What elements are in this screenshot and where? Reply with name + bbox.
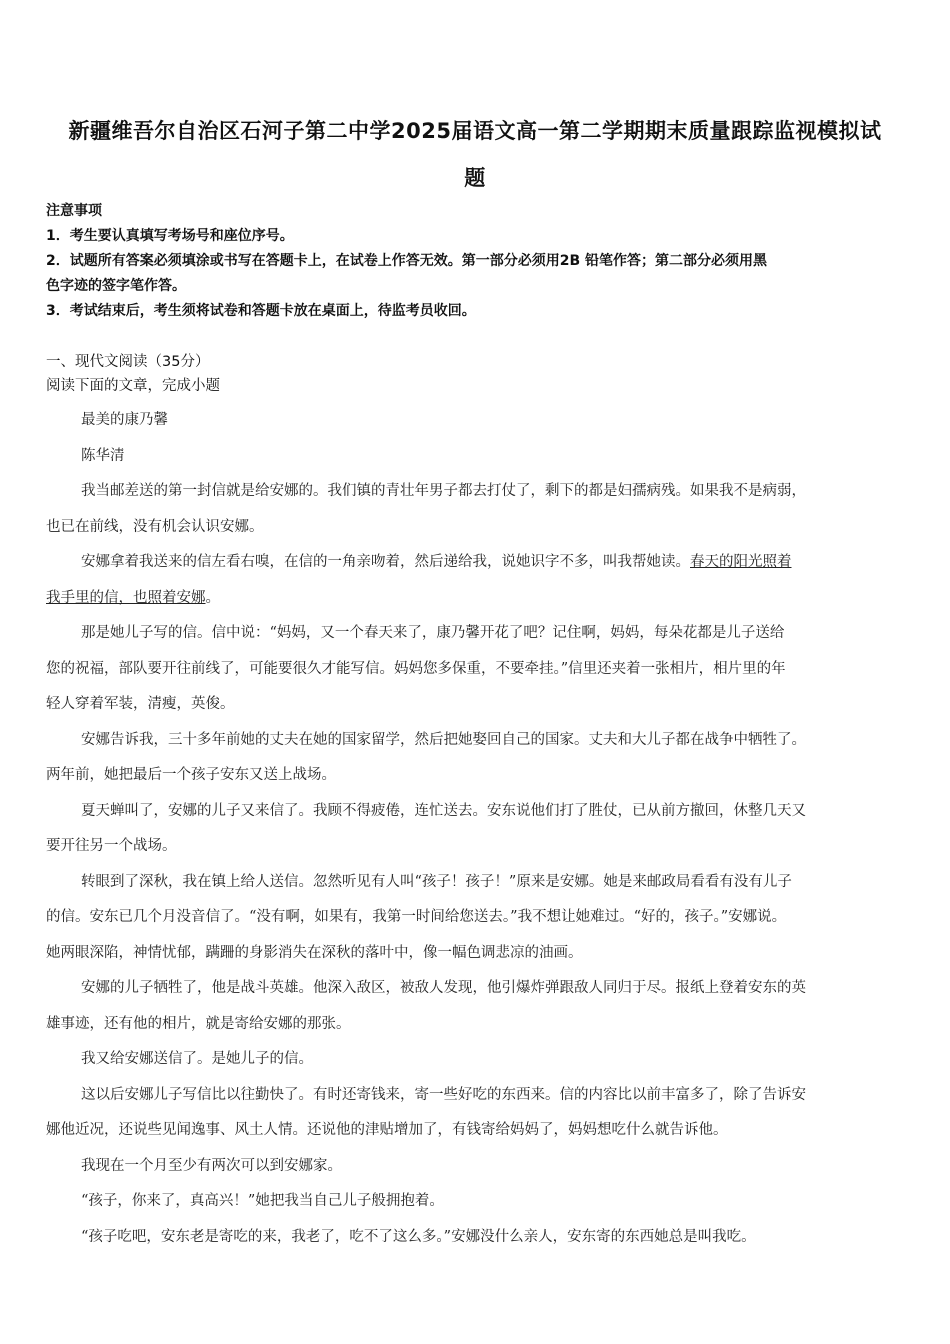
notice-item-1: 1．考生要认真填写考场号和座位序号。 [46,228,294,244]
paragraph-line: 那是她儿子写的信。信中说：“妈妈，又一个春天来了，康乃馨开花了吧？记住啊，妈妈，每朵花都是儿子送给 [81,625,785,641]
article-title: 最美的康乃馨 [81,412,168,428]
paragraph-line: 的信。安东已几个月没音信了。“没有啊，如果有，我第一时间给您送去。”我不想让她难过。“好的，孩子。”安娜说。 [46,909,787,925]
underlined-sentence: 我手里的信，也照着安娜 [46,589,206,606]
paragraph-line: 我又给安娜送信了。是她儿子的信。 [81,1051,313,1067]
paragraph-line: 我当邮差送的第一封信就是给安娜的。我们镇的青壮年男子都去打仗了，剩下的都是妇孺病残。如果我不是病弱， [81,483,806,499]
paragraph-line [46,545,906,581]
paragraph-line: “孩子吃吧，安东老是寄吃的来，我老了，吃不了这么多。”安娜没什么亲人，安东寄的东西她总是叫我吃。 [81,1228,756,1245]
exam-title-line-2: 题 [464,166,486,190]
notice-item-3: 3．考试结束后，考生须将试卷和答题卡放在桌面上，待监考员收回。 [46,303,476,319]
paragraph-line: 也已在前线，没有机会认识安娜。 [46,518,264,535]
paragraph-line: 您的祝福，部队要开往前线了，可能要很久才能写信。妈妈您多保重，不要牵挂。”信里还夹着一张相片，相片里的年 [46,660,786,677]
paragraph-line: 安娜的儿子牺牲了，他是战斗英雄。他深入敌区，被敌人发现，他引爆炸弹跟敌人同归于尽。报纸上登着安东的英 [81,980,806,996]
notice-block [46,199,916,324]
paragraph-line: 娜他近况，还说些见闻逸事、风土人情。还说他的津贴增加了，有钱寄给妈妈了，妈妈想吃什么就告诉他。 [46,1122,728,1138]
section-heading: 一、现代文阅读（35分） [46,354,210,370]
paragraph-line: 安娜告诉我，三十多年前她的丈夫在她的国家留学，然后把她娶回自己的国家。丈夫和大儿子都在战争中牺牲了。 [81,731,806,748]
paragraph-line: 她两眼深陷，神情忧郁，蹒跚的身影消失在深秋的落叶中，像一幅色调悲凉的油画。 [46,944,583,961]
paragraph-line: 轻人穿着军装，清瘦，英俊。 [46,696,235,712]
paragraph-line: 两年前，她把最后一个孩子安东又送上战场。 [46,767,336,783]
underlined-sentence: 春天的阳光照着 [690,554,792,570]
notice-item-2-line-2: 色字迹的签字笔作答。 [46,278,186,294]
notice-heading: 注意事项 [46,203,102,219]
paragraph-line: “孩子，你来了，真高兴！”她把我当自己儿子般拥抱着。 [81,1193,444,1209]
section-instruction: 阅读下面的文章，完成小题 [46,378,220,394]
paragraph-text: 。 [205,589,220,606]
article-body [46,403,906,1255]
paragraph-line: 要开往另一个战场。 [46,838,177,854]
paragraph-line [46,581,906,617]
article-author: 陈华清 [81,447,125,464]
paragraph-line: 转眼到了深秋，我在镇上给人送信。忽然听见有人叫“孩子！孩子！”原来是安娜。她是来邮政局看看有没有儿子 [81,873,792,890]
paragraph-line: 我现在一个月至少有两次可以到安娜家。 [81,1157,342,1174]
notice-item-2-line-1: 2．试题所有答案必须填涂或书写在答题卡上，在试卷上作答无效。第一部分必须用2B 铅笔作答；第二部分必须用黑 [46,253,768,269]
paragraph-line: 夏天蝉叫了，安娜的儿子又来信了。我顾不得疲倦，连忙送去。安东说他们打了胜仗，已从前方撤回，休整几天又 [81,802,806,819]
paragraph-text: 安娜拿着我送来的信左看右嗅，在信的一角亲吻着，然后递给我，说她识字不多，叫我帮她读。 [81,554,690,570]
exam-title-line-1: 新疆维吾尔自治区石河子第二中学2025届语文高一第二学期期末质量跟踪监视模拟试 [68,119,882,143]
paragraph-line: 这以后安娜儿子写信比以往勤快了。有时还寄钱来，寄一些好吃的东西来。信的内容比以前丰富多了，除了告诉安 [81,1086,806,1103]
paragraph-line: 雄事迹，还有他的相片，就是寄给安娜的那张。 [46,1015,351,1032]
